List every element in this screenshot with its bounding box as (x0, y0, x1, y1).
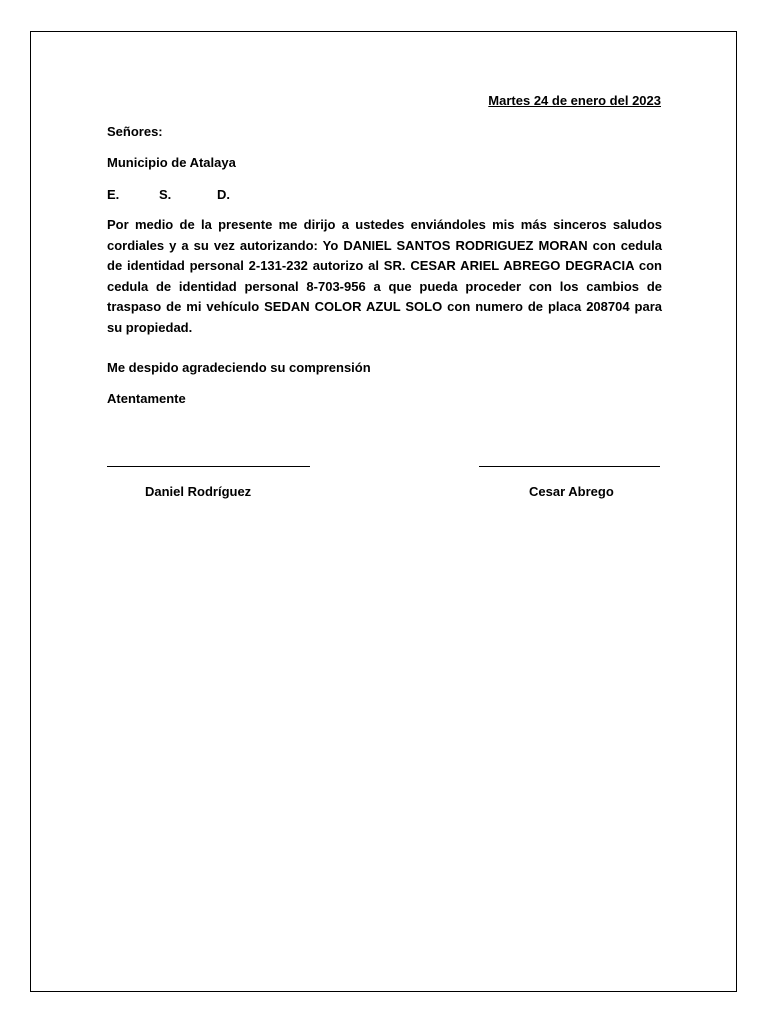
page-border (30, 31, 737, 992)
esd-s: S. (159, 187, 172, 202)
signature-line-left (107, 466, 310, 467)
esd-e: E. (107, 187, 120, 202)
esd-line (107, 187, 230, 203)
regards-line: Atentamente (107, 391, 186, 406)
esd-d: D. (217, 187, 230, 202)
letter-date: Martes 24 de enero del 2023 (488, 93, 661, 108)
signature-line-right (479, 466, 660, 467)
salutation: Señores: (107, 124, 163, 139)
signature-name-right: Cesar Abrego (529, 484, 614, 499)
recipient: Municipio de Atalaya (107, 155, 236, 170)
closing-line: Me despido agradeciendo su comprensión (107, 360, 371, 375)
signature-name-left: Daniel Rodríguez (145, 484, 252, 499)
letter-body: Por medio de la presente me dirijo a ustedes enviándoles mis más sinceros saludos cordiales y a su vez autorizando: Yo DANIEL SANTOS RODRIGUEZ MORAN con cedula de identidad personal 2-131-232 autorizo al SR. CESAR ARIEL ABREGO DEGRACIA con cedula de identidad personal 8-703-956 a que pueda proceder con los cambios de traspaso de mi vehículo SEDAN COLOR AZUL SOLO con numero de placa 208704 para su propiedad. (107, 217, 662, 335)
